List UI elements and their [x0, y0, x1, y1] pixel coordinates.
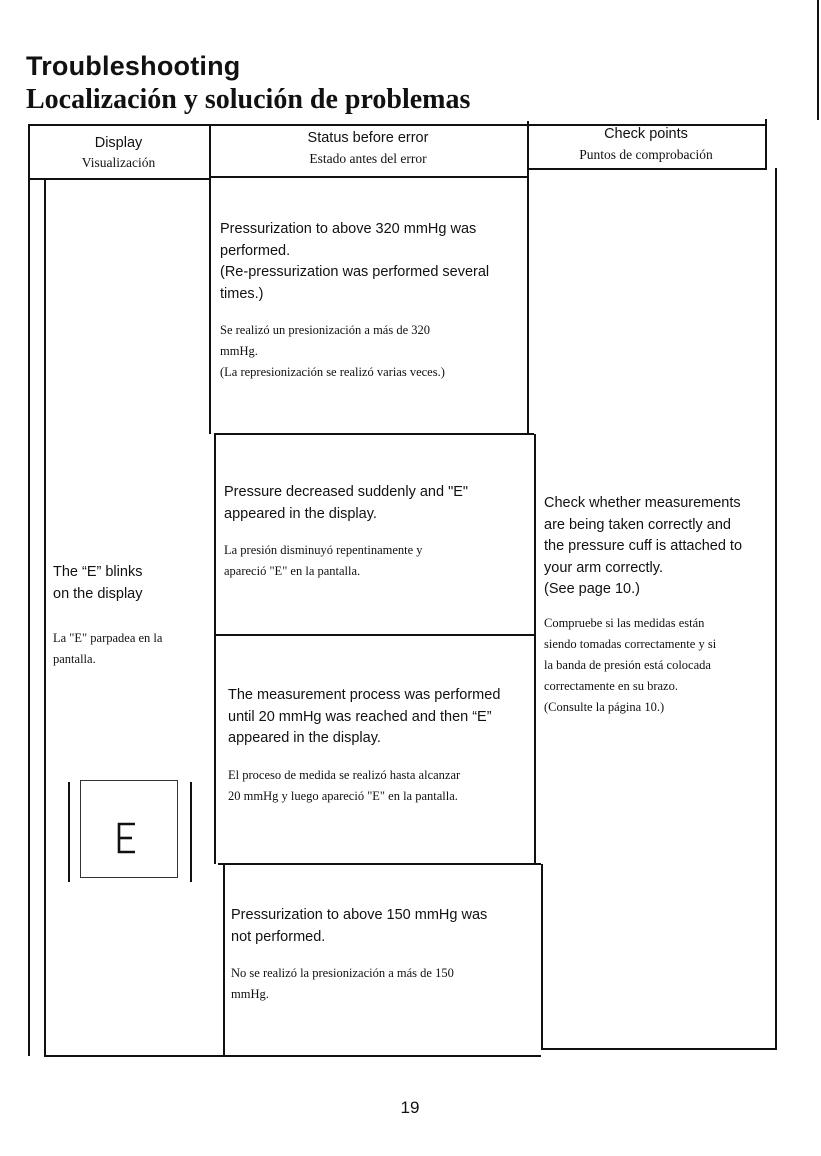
status-en-line: appeared in the display.: [228, 730, 381, 746]
header-check-english: Check points: [604, 126, 688, 142]
header-right-border: [765, 119, 767, 170]
header-divider-status: [209, 176, 527, 178]
lcd-left-bracket: [68, 782, 70, 882]
status-es-line: mmHg.: [231, 987, 269, 1001]
status-es-line: mmHg.: [220, 344, 258, 358]
header-display-english: Display: [94, 135, 143, 151]
status-es-line: (La represionización se realizó varias veces.): [220, 365, 445, 379]
display-en-line: on the display: [53, 585, 143, 602]
check-es-line: la banda de presión está colocada: [544, 657, 711, 672]
check-en-line: are being taken correctly and: [544, 516, 731, 533]
status-check-divider-b: [534, 434, 536, 864]
status-check-divider-a: [527, 168, 529, 434]
status-row-4: [231, 905, 531, 1005]
display-description-spanish: [53, 628, 162, 670]
header-check-spanish: Puntos de comprobación: [579, 147, 713, 162]
status-row-divider-2: [214, 634, 534, 636]
display-status-divider-a: [209, 176, 211, 434]
lcd-right-bracket: [190, 782, 192, 882]
status-en-line: The measurement process was performed: [228, 687, 501, 703]
check-es-line: correctamente en su brazo.: [544, 678, 678, 693]
display-status-divider-c: [223, 864, 225, 1056]
status-row-3: [228, 685, 533, 807]
status-en-line: Pressurization to above 320 mmHg was: [220, 221, 477, 237]
check-es-line: Compruebe si las medidas están: [544, 615, 705, 630]
display-es-line: La "E" parpadea en la: [53, 631, 163, 645]
page-number: 19: [400, 1098, 420, 1117]
status-es-line: 20 mmHg y luego apareció "E" en la pantalla.: [228, 788, 458, 803]
status-en-line: appeared in the display.: [224, 505, 377, 522]
status-en-line: performed.: [220, 242, 291, 259]
status-en-line: times.): [220, 285, 264, 302]
scan-edge-mark: [817, 0, 819, 120]
status-en-line: Pressure decreased suddenly and "E": [224, 484, 469, 500]
status-es-line: Se realizó un presionización a más de 320: [220, 323, 430, 337]
table-right-border: [775, 168, 777, 1049]
header-status-spanish: Estado antes del error: [309, 151, 427, 166]
status-row-2: [224, 482, 524, 582]
header-display-spanish: Visualización: [81, 155, 156, 170]
lcd-display-illustration: [68, 780, 192, 884]
header-status-english: Status before error: [307, 130, 429, 146]
display-status-divider-b: [214, 434, 216, 864]
table-left-border: [28, 124, 30, 1056]
check-es-line: (Consulte la página 10.): [544, 699, 665, 714]
display-col-left-border: [44, 178, 46, 1056]
check-en-line: (See page 10.): [544, 581, 640, 597]
status-en-line: Pressurization to above 150 mmHg was: [231, 907, 488, 923]
page-title-english: Troubleshooting: [26, 51, 241, 81]
table-bottom-border-right: [541, 1048, 777, 1050]
display-en-line: The “E” blinks: [53, 564, 143, 580]
status-es-line: El proceso de medida se realizó hasta alcanzar: [228, 767, 461, 782]
status-en-line: (Re-pressurization was performed several: [220, 264, 490, 280]
check-en-line: Check whether measurements: [544, 495, 741, 511]
lcd-e-glyph-icon: [116, 822, 138, 854]
status-es-line: apareció "E" en la pantalla.: [224, 564, 361, 578]
header-divider-check: [527, 168, 766, 170]
status-es-line: La presión disminuyó repentinamente y: [224, 543, 423, 557]
check-points-cell: [544, 493, 772, 718]
page-title-spanish: Localización y solución de problemas: [26, 84, 471, 115]
status-row-divider-1: [214, 433, 534, 435]
table-bottom-border-left: [44, 1055, 541, 1057]
status-row-1: [220, 219, 520, 383]
check-en-line: the pressure cuff is attached to: [544, 538, 743, 554]
check-es-line: siendo tomadas correctamente y si: [544, 636, 717, 651]
status-en-line: until 20 mmHg was reached and then “E”: [228, 708, 492, 725]
status-es-line: No se realizó la presionización a más de 150: [231, 966, 454, 980]
check-en-line: your arm correctly.: [544, 559, 663, 576]
status-check-divider-c: [541, 864, 543, 1049]
status-en-line: not performed.: [231, 928, 326, 945]
display-description-english: [53, 562, 142, 605]
status-row-divider-3: [218, 863, 541, 865]
display-es-line: pantalla.: [53, 652, 96, 666]
header-divider-display: [28, 178, 209, 180]
